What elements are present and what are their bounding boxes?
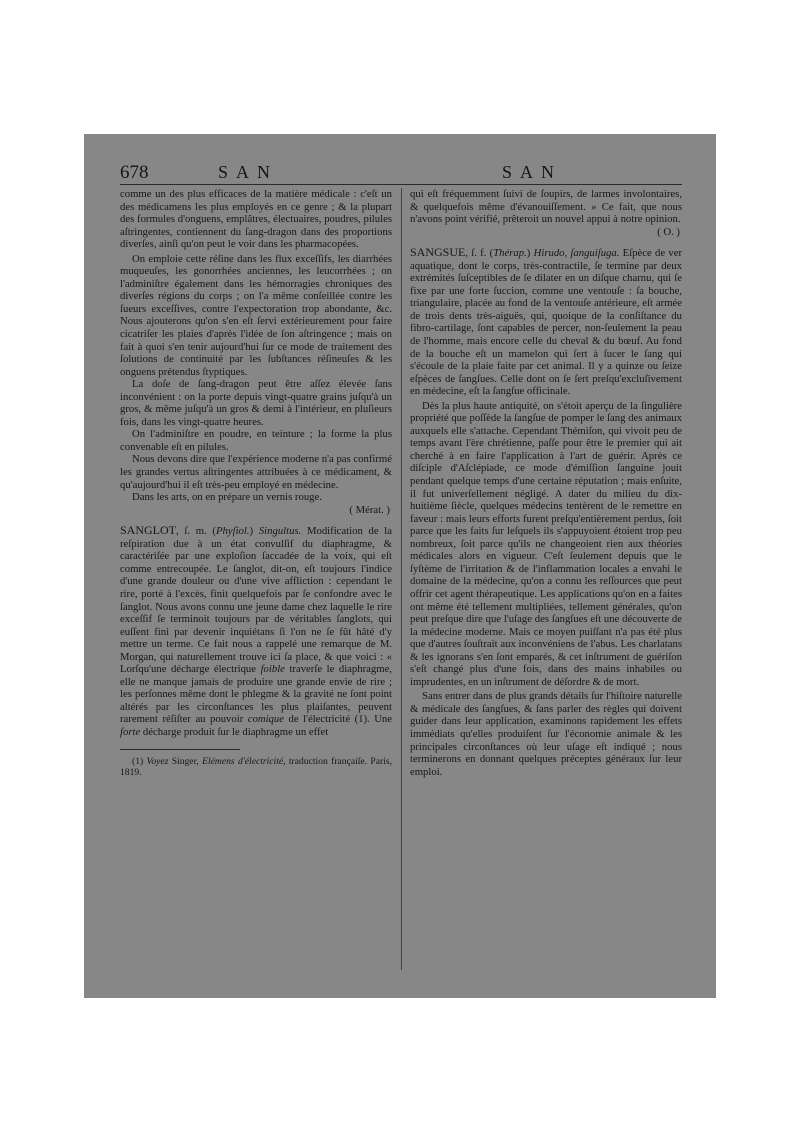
entry-emphasis: foible (260, 663, 285, 676)
footnote-author: Singer, (168, 755, 203, 767)
entry-text: traverſe le diaphragme, elle ne manque jamais de produire une grande envie de rire ; les perſonnes même dont le phlegme & la gravité ne ſont point altérés par les circonſtances les plus plaiſantes, peuvent rarement réſiſter au pouvoir (120, 663, 392, 726)
footnote-voyez: Voyez (146, 755, 169, 767)
entry-grammar-close: ) (526, 247, 531, 260)
entry-latin: Hirudo, ſanguiſuga. (533, 247, 620, 260)
left-column (120, 188, 392, 779)
entry-headword: SANGSUE (410, 245, 466, 260)
entry-emphasis: comique (247, 713, 284, 726)
author-signature: ( O. ) (657, 225, 680, 238)
entry-domain: Thérap. (493, 247, 527, 260)
entry-sangsue (410, 246, 682, 398)
entry-headword: SANGLOT (120, 523, 176, 538)
page-number: 678 (120, 162, 149, 183)
footnote-rest: , traduction françaiſe. Paris, 1819. (120, 755, 392, 779)
paragraph: Dès la plus haute antiquité, on s'étoit aperçu de la ſingulière propriété que poſſède la ſangſue de pomper le ſang des animaux auxquels elle s'attache. Cependant Thémiſon, qui vivoit peu de temps avant l'ère chrétienne, paſſe pour être le premier qui ait cherché à en faire l'application à l'art de guérir. Après ce diſciple d'Aſclépiade, ce mode d'émiſſion ſanguine jouit pendant quelque temps d'une certaine réputation ; mais enſuite, il fut univerſellement négligé. A dater du milieu du dix-huitième ſiècle, quelques médecins tentèrent de le remettre en faveur : mais leurs efforts furent preſqu'entièrement perdus, ſoit parce que les faits ſur leſquels ils s'appuyoient étoient trop peu nombreux, ſoit parce qu'ils ne changeoient rien aux théories médicales alors en vigueur. C'eſt ſeulement depuis que le ſyſtème de l'irritation & de l'inflammation locales a envahi le domaine de la médecine, qu'on a connu les reſſources que peut offrir cet agent thérapeutique. Les applications qu'on en a faites ont même été tellement multipliées, tellement générales, qu'on peut preſque dire que l'uſage des ſangſues eſt une découverte de la médecine moderne. Mais ce moyen puiſſant n'a pas été plus que d'autres ſouſtrait aux inconvéniens de l'abus. Les charlatans & les ignorans s'en ſont emparés, & cet inſtrument de guériſon s'eſt changé plus d'une fois, dans des mains inhabiles ou imprudentes, en un inſtrument de déſordre & de mort. (410, 399, 682, 688)
paragraph: Nous devons dire que l'expérience moderne n'a pas confirmé les grandes vertus aſtringentes attribuées à ce médicament, & qu'aujourd'hui il eſt très-peu employé en médecine. (120, 453, 392, 491)
entry-text: décharge produit ſur le diaphragme un effet (140, 725, 329, 738)
right-column (410, 188, 682, 778)
footnote-title: Elémens d'électricité (202, 755, 284, 767)
entry-sanglot (120, 524, 392, 738)
paragraph: comme un des plus efficaces de la matière médicale : c'eſt un des médicamens les plus employés en ce genre ; & la plupart des formules d'onguens, emplâtres, électuaires, poudres, pilules aſtringentes, contiennent du ſang-dragon dans des proportions diverſes, ainſi qu'on peut le voir dans les pharmacopées. (120, 188, 392, 251)
paragraph: Sans entrer dans de plus grands détails ſur l'hiſtoire naturelle & médicale des ſangſues, & ſans parler des règles qui doivent guider dans leur application, examinons rapidement les effets immédiats qu'elles produiſent ſur l'économie animale & les principales circonſtances où leur uſage eſt indiqué ; nous terminerons en donnant quelques préceptes généraux ſur leur emploi. (410, 690, 682, 778)
entry-grammar-close: ) (249, 525, 254, 538)
entry-latin: Singultus. (258, 525, 302, 538)
column-divider (401, 188, 402, 970)
entry-text: Eſpèce de ver aquatique, dont le corps, très-contractile, ſe termine par deux extrémités ſuſceptibles de ſe dilater en un diſque charnu, qui ſe fixe par une forte ſuccion, comme une ventouſe : ſa bouche, triangulaire, placée au fond de la ventouſe antérieure, eſt armée de trois dents très-aiguës, qui, quoique de la conſiſtance du fibro-cartilage, ſont capables de percer, non-ſeulement la peau de l'homme, mais encore celle du cheval & du bœuf. Au fond de la bouche eſt un mamelon qui ſert à ſucer le ſang qui s'écoule de la plaie faite par cet animal. Il y a quinze ou ſeize eſpèces de ſangſues. Celle dont on ſe ſert preſqu'excluſivement en médecine, eſt la ſangſue officinale. (410, 247, 683, 398)
entry-text: de l'électricité (1). Une (283, 713, 392, 726)
footnote (120, 756, 392, 779)
paragraph: On emploie cette réſine dans les flux exceſſifs, les diarrhées muqueuſes, les gonorrhées anciennes, les leucorrhées ; on l'adminiſtre également dans les hémorragies chroniques des diverſes régions du corps ; on l'a même conſeillée contre les ſueurs exceſſives, contre l'expectoration trop abondante, &c. Nous ajouterons qu'on s'en eſt ſervi extérieurement pour faire cicatriſer les plaies d'après l'idée de ſon aſtringence ; mais on fait à quoi s'en tenir aujourd'hui ſur ce mode de traitement des ſolutions de continuité par les ſubſtances réſineuſes & les onguens prétendus ſtyptiques. (120, 252, 392, 378)
entry-grammar: , ſ. f. ( (465, 247, 494, 260)
paragraph: La doſe de ſang-dragon peut être aſſez élevée ſans inconvénient : on la porte depuis vingt-quatre grains juſqu'à un gros, & même juſqu'à un gros & demi à l'intérieur, en pluſieurs fois, dans les vingt-quatre heures. (120, 378, 392, 428)
footnote-rule (120, 749, 240, 750)
entry-domain: Phyſiol. (215, 525, 250, 538)
header-rule (120, 184, 682, 185)
running-head-right: SAN (502, 162, 563, 182)
entry-emphasis: forte (120, 725, 141, 738)
paragraph: On l'adminiſtre en poudre, en teinture ; la forme la plus convenable eſt en pilules. (120, 428, 392, 453)
author-signature: ( Mérat. ) (349, 503, 390, 516)
entry-text: Modification de la reſpiration due à un état convulſif du diaphragme, & caractériſée par une exploſion ſaccadée de la voix, qui eſt comme entrecoupée. Le ſanglot, dit-on, eſt toujours l'indice d'une grande douleur ou d'une vive affliction : cependant le rire, porté à l'excès, finit quelquefois par ſe confondre avec le ſanglot. Nous avons connu une jeune dame chez laquelle le rire exceſſif ſe terminoit toujours par de véritables ſanglots, qui euſſent fini par devenir inquiétans ſi l'on ne ſe fût hâté d'y mettre un terme. Ce fait nous a rappelé une remarque de M. Morgan, qui naturellement trouve ici ſa place, & que voici : « Lorſqu'une décharge électrique (120, 525, 393, 676)
scanned-page (84, 134, 716, 998)
page-content (120, 162, 682, 992)
paragraph: qui eſt fréquemment ſuivi de ſoupirs, de larmes involontaires, & quelquefois même d'évanouiſſement. » Ce fait, que nous n'avons point vérifié, prêteroit un nouvel appui à notre opinion. (410, 188, 682, 226)
footnote-mark: (1) (132, 755, 147, 767)
paragraph: Dans les arts, on en prépare un vernis rouge. (132, 491, 322, 504)
running-head-left: SAN (218, 162, 279, 182)
entry-grammar: , ſ. m. ( (176, 525, 216, 538)
